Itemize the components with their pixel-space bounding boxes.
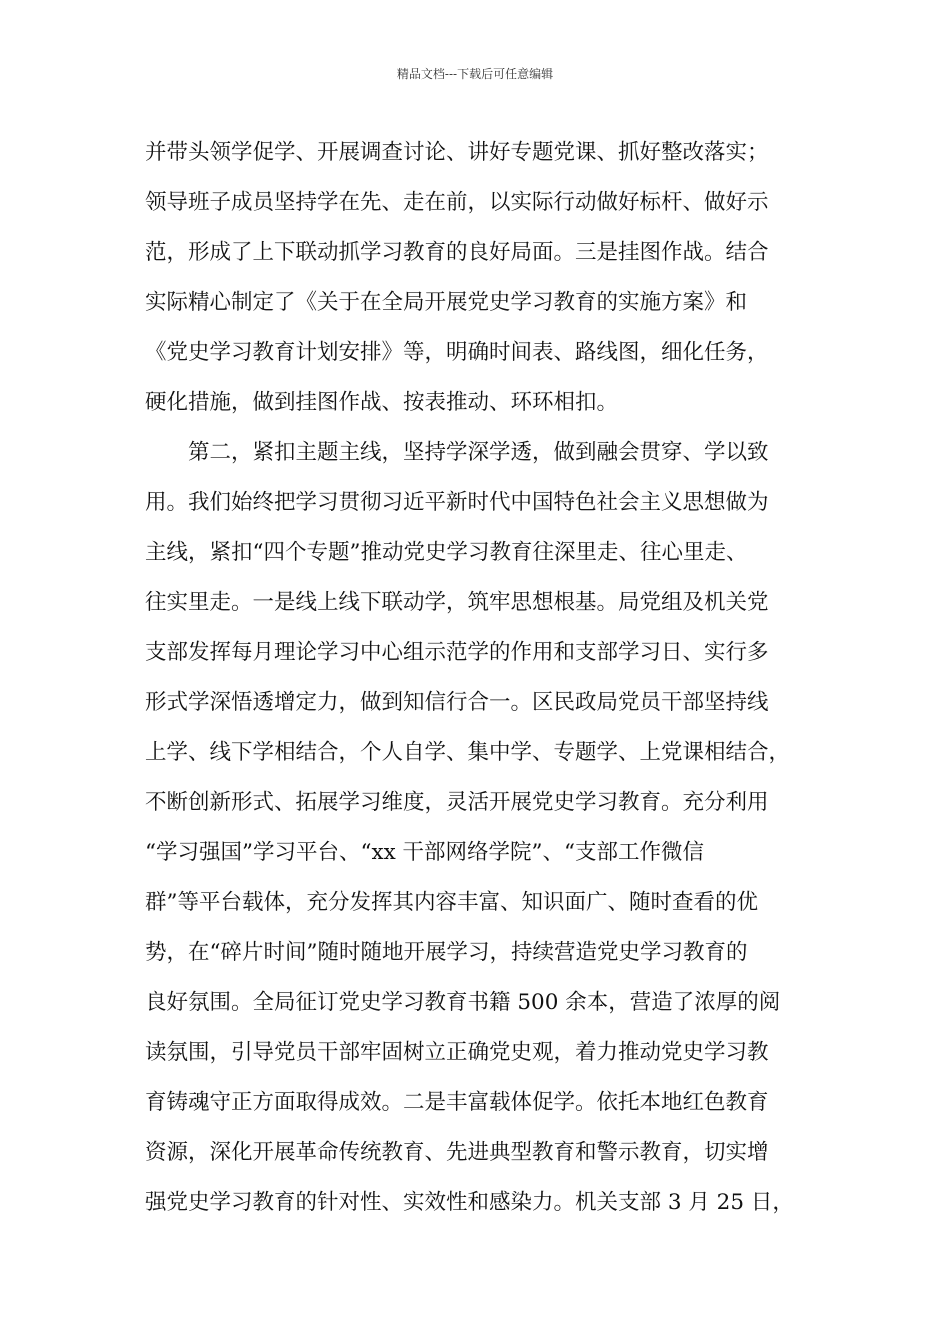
paragraph-2	[145, 428, 825, 1228]
text-line: 不断创新形式、拓展学习维度，灵活开展党史学习教育。充分利用	[145, 790, 769, 815]
text-line: 群”等平台载体，充分发挥其内容丰富、知识面广、随时查看的优	[145, 890, 758, 915]
text-line: 并带头领学促学、开展调查讨论、讲好专题党课、抓好整改落实；	[145, 140, 769, 165]
text-line: 读氛围，引导党员干部牢固树立正确党史观，着力推动党史学习教	[145, 1040, 769, 1065]
text-line: 用。我们始终把学习贯彻习近平新时代中国特色社会主义思想做为	[145, 490, 769, 515]
text-line: 支部发挥每月理论学习中心组示范学的作用和支部学习日、实行多	[145, 640, 769, 665]
text-line: 主线，紧扣“四个专题”推动党史学习教育往深里走、往心里走、	[145, 540, 748, 565]
text-line: 资源，深化开展革命传统教育、先进典型教育和警示教育，切实增	[145, 1140, 769, 1165]
text-line: 势，在“碎片时间”随时随地开展学习，持续营造党史学习教育的	[145, 940, 748, 965]
page-header: 精品文档---下载后可任意编辑	[396, 67, 554, 81]
text-line: “学习强国”学习平台、“xx 干部网络学院”、“支部工作微信	[145, 840, 705, 865]
text-line: 上学、线下学相结合，个人自学、集中学、专题学、上党课相结合，	[145, 740, 791, 765]
text-line: 《党史学习教育计划安排》等，明确时间表、路线图，细化任务，	[145, 340, 769, 365]
document-body	[145, 128, 825, 1228]
text-line: 强党史学习教育的针对性、实效性和感染力。机关支部 3 月 25 日，	[145, 1190, 794, 1215]
text-line: 硬化措施，做到挂图作战、按表推动、环环相扣。	[145, 390, 619, 415]
paragraph-1	[145, 128, 825, 428]
text-line: 良好氛围。全局征订党史学习教育书籍 500 余本，营造了浓厚的阅	[145, 990, 781, 1015]
text-line: 育铸魂守正方面取得成效。二是丰富载体促学。依托本地红色教育	[145, 1090, 769, 1115]
text-line: 形式学深悟透增定力，做到知信行合一。区民政局党员干部坚持线	[145, 690, 769, 715]
text-line: 往实里走。一是线上线下联动学，筑牢思想根基。局党组及机关党	[145, 590, 769, 615]
text-line: 领导班子成员坚持学在先、走在前，以实际行动做好标杆、做好示	[145, 190, 769, 215]
text-line: 实际精心制定了《关于在全局开展党史学习教育的实施方案》和	[145, 290, 748, 315]
text-line: 第二，紧扣主题主线，坚持学深学透，做到融会贯穿、学以致	[188, 440, 769, 465]
text-line: 范，形成了上下联动抓学习教育的良好局面。三是挂图作战。结合	[145, 240, 769, 265]
